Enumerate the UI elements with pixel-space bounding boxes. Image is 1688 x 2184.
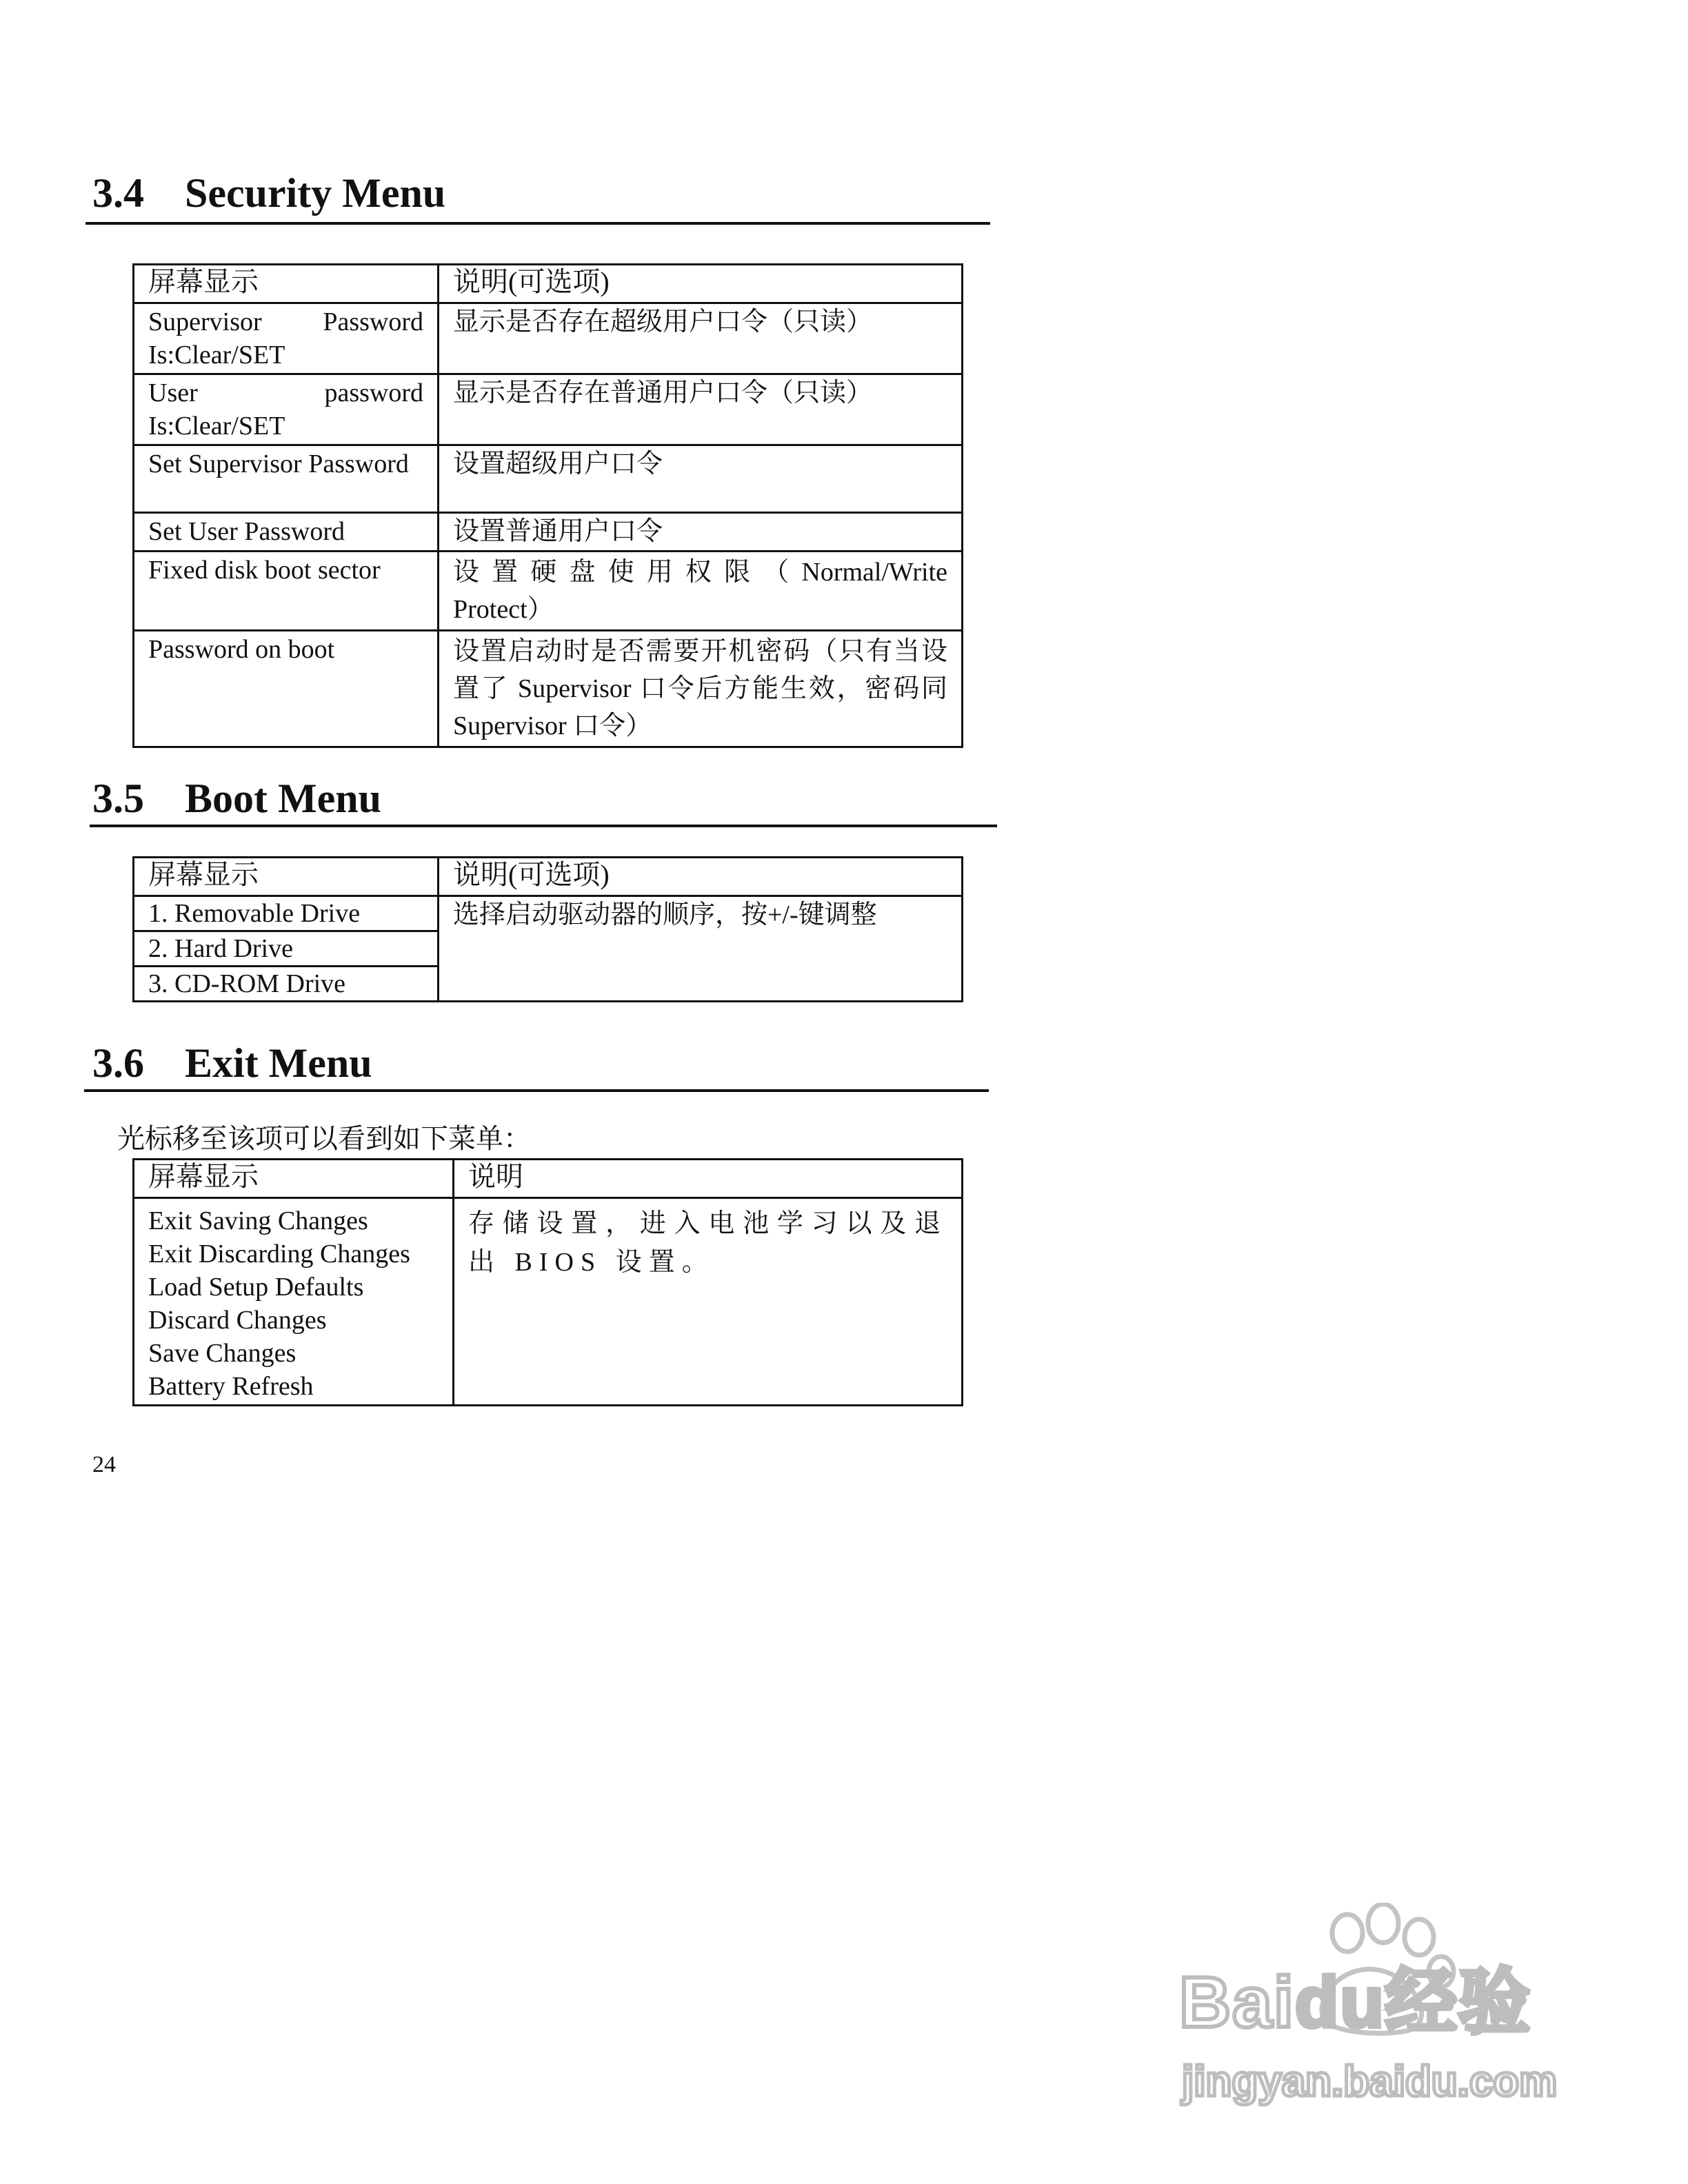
exit-item-save-changes: Save Changes <box>148 1339 297 1368</box>
boot-item-cd-rom-drive: 3. CD-ROM Drive <box>134 967 439 1002</box>
security-desc-password-on-boot: 设置启动时是否需要开机密码（只有当设置了 Supervisor 口令后方能生效，密码同 Supervisor 口令） <box>439 631 963 747</box>
exit-item-load-setup-defaults: Load Setup Defaults <box>148 1273 364 1302</box>
section-rule <box>84 1089 989 1092</box>
security-item-set-supervisor-password: Set Supervisor Password <box>134 445 439 513</box>
boot-order-description: 选择启动驱动器的顺序，按+/-键调整 <box>439 896 963 1002</box>
section-rule <box>86 222 990 225</box>
boot-menu-table <box>132 856 963 1002</box>
section-title-exit <box>92 1042 372 1084</box>
table-header-row <box>134 265 963 303</box>
security-desc-set-supervisor-password: 设置超级用户口令 <box>439 445 963 513</box>
section-number: 3.5 <box>92 776 144 821</box>
table-header-row <box>134 858 963 896</box>
section-title-text: Boot Menu <box>185 776 381 821</box>
section-title-text: Exit Menu <box>185 1040 372 1086</box>
table-header-row <box>134 1160 963 1198</box>
security-menu-table <box>132 263 963 748</box>
security-desc-set-user-password: 设置普通用户口令 <box>439 513 963 552</box>
header-screen-display: 屏幕显示 <box>134 265 439 303</box>
watermark-url-text: jingyan.baidu.com <box>1182 2058 1558 2105</box>
header-description: 说明(可选项) <box>439 858 963 896</box>
watermark-brand-text: Baidu经验 <box>1179 1963 1531 2043</box>
header-description: 说明(可选项) <box>439 265 963 303</box>
table-row <box>134 1198 963 1406</box>
security-item-set-user-password: Set User Password <box>134 513 439 552</box>
header-description: 说明 <box>454 1160 963 1198</box>
table-row <box>134 896 963 931</box>
security-item-supervisor-password-status: Supervisor Password Is:Clear/SET <box>134 303 439 374</box>
exit-menu-table <box>132 1158 963 1406</box>
security-item-user-password-status: User password Is:Clear/SET <box>134 374 439 445</box>
table-row <box>134 303 963 374</box>
exit-options-list <box>134 1198 454 1406</box>
exit-item-exit-discarding-changes: Exit Discarding Changes <box>148 1240 410 1268</box>
security-desc-supervisor-password-status: 显示是否存在超级用户口令（只读） <box>439 303 963 374</box>
table-row <box>134 513 963 552</box>
header-screen-display: 屏幕显示 <box>134 858 439 896</box>
exit-menu-intro: 光标移至该项可以看到如下菜单： <box>117 1123 531 1154</box>
exit-item-exit-saving-changes: Exit Saving Changes <box>148 1206 368 1235</box>
section-rule <box>90 825 997 827</box>
security-desc-user-password-status: 显示是否存在普通用户口令（只读） <box>439 374 963 445</box>
table-row <box>134 552 963 631</box>
section-number: 3.4 <box>92 170 144 216</box>
table-row <box>134 374 963 445</box>
exit-item-battery-refresh: Battery Refresh <box>148 1372 314 1401</box>
boot-item-hard-drive: 2. Hard Drive <box>134 931 439 967</box>
section-title-security <box>92 172 445 214</box>
security-item-fixed-disk-boot-sector: Fixed disk boot sector <box>134 552 439 631</box>
table-row <box>134 445 963 513</box>
section-title-text: Security Menu <box>185 170 446 216</box>
boot-item-removable-drive: 1. Removable Drive <box>134 896 439 931</box>
section-number: 3.6 <box>92 1040 144 1086</box>
section-title-boot <box>92 778 381 819</box>
table-row <box>134 631 963 747</box>
page-number: 24 <box>92 1452 116 1477</box>
security-item-password-on-boot: Password on boot <box>134 631 439 747</box>
baidu-jingyan-watermark <box>1172 1903 1600 2123</box>
exit-menu-description: 存储设置，进入电池学习以及退出 BIOS 设置。 <box>454 1198 963 1406</box>
security-desc-fixed-disk-boot-sector: 设 置 硬 盘 使 用 权 限 （ Normal/Write Protect） <box>439 552 963 631</box>
header-screen-display: 屏幕显示 <box>134 1160 454 1198</box>
exit-item-discard-changes: Discard Changes <box>148 1306 327 1335</box>
